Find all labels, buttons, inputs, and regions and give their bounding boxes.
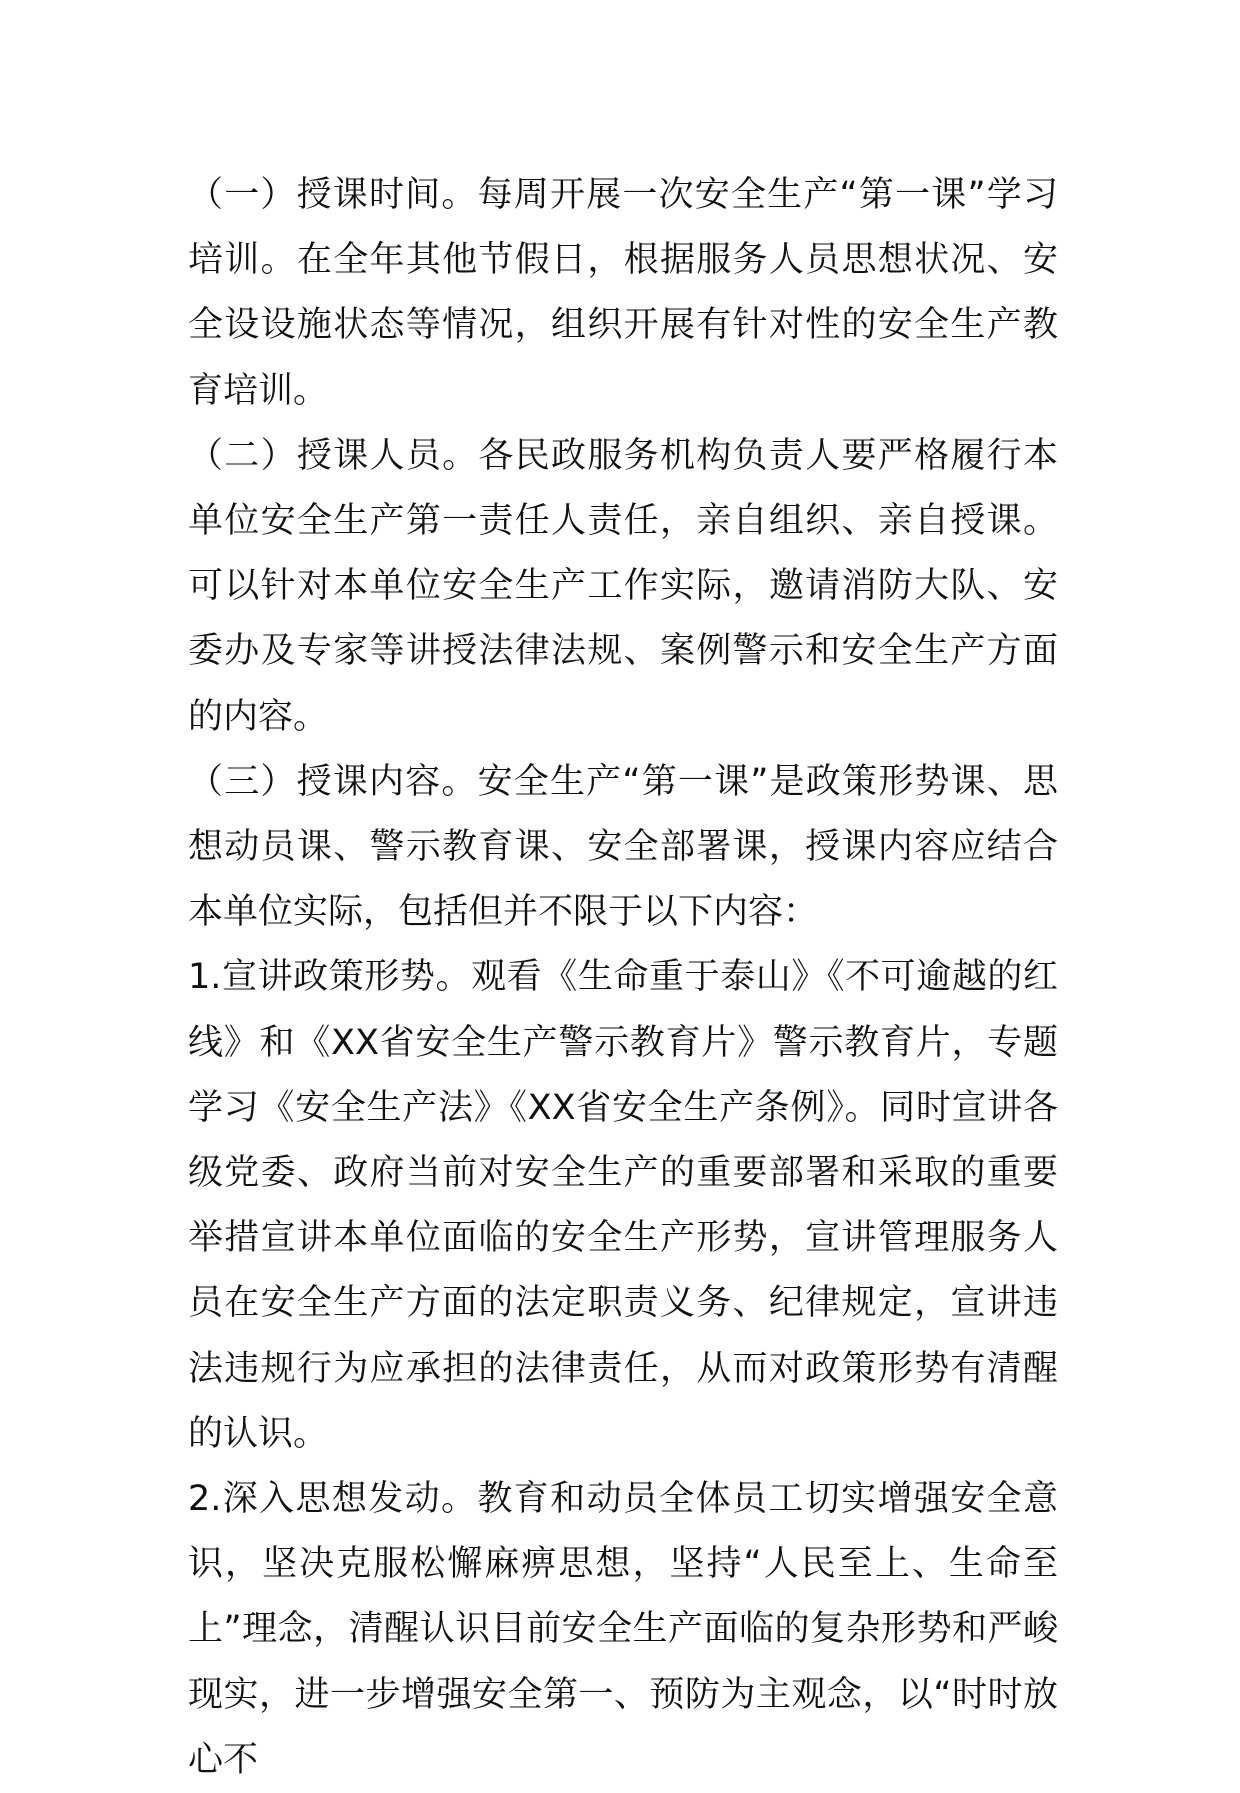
paragraph-teaching-content: （三）授课内容。安全生产“第一课”是政策形势课、思想动员课、警示教育课、安全部署课，授课内容应结合本单位实际，包括但并不限于以下内容： [188,761,1058,933]
paragraph-teaching-time: （一）授课时间。每周开展一次安全生产“第一课”学习培训。在全年其他节假日，根据服务人员思想状况、安全设设施状态等情况，组织开展有针对性的安全生产教育培训。 [188,175,1058,411]
paragraph-teaching-staff: （二）授课人员。各民政服务机构负责人要严格履行本单位安全生产第一责任人责任，亲自组织、亲自授课。可以针对本单位安全生产工作实际，邀请消防大队、安委办及专家等讲授法律法规、案例警示和安全生产方面的内容。 [188,435,1058,737]
document-body [188,163,1058,1793]
paragraph-ideological-mobilization: 2.深入思想发动。教育和动员全体员工切实增强安全意识，坚决克服松懈麻痹思想，坚持“人民至上、生命至上”理念，清醒认识目前安全生产面临的复杂形势和严峻现实，进一步增强安全第一、预防为主观念，以“时时放心不 [188,1479,1058,1780]
paragraph-policy-situation: 1.宣讲政策形势。观看《生命重于泰山》《不可逾越的红线》和《XX省安全生产警示教育片》警示教育片，专题学习《安全生产法》《XX省安全生产条例》。同时宣讲各级党委、政府当前对安全生产的重要部署和采取的重要举措宣讲本单位面临的安全生产形势，宣讲管理服务人员在安全生产方面的法定职责义务、纪律规定，宣讲违法违规行为应承担的法律责任，从而对政策形势有清醒的认识。 [188,957,1058,1454]
